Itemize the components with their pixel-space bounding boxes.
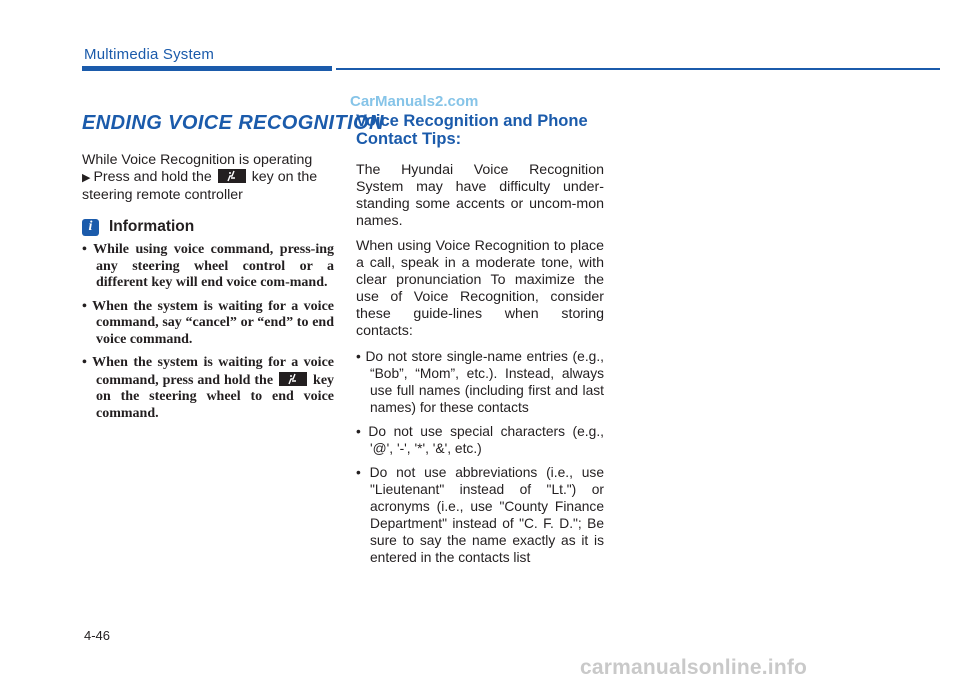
info-bullet-3-post: key on the steering wheel to end voice command. bbox=[96, 372, 335, 421]
voice-talk-key-icon bbox=[218, 169, 246, 183]
tips-bullet-2: • Do not use special characters (e.g., '@', '-', '*', '&', etc.) bbox=[356, 424, 604, 456]
info-bullet-3 bbox=[82, 355, 334, 422]
voice-talk-key-icon bbox=[279, 372, 307, 386]
left-column bbox=[82, 152, 334, 429]
info-icon: i bbox=[82, 219, 99, 236]
header-rule-thin bbox=[336, 68, 940, 70]
intro-line-3: steering remote controller bbox=[82, 187, 243, 203]
tips-bullet-3: • Do not use abbreviations (i.e., use "Lieutenant" instead of "Lt.") or acronyms (i.e., use "County Finance Department" instead of "C. F. D."; Be sure to say the name exactly as it is entered in the contacts list bbox=[356, 465, 604, 565]
info-bullet-3-pre: • When the system is waiting for a voice command, press and hold the bbox=[82, 355, 334, 388]
tips-bullet-1: • Do not store single-name entries (e.g., “Bob”, “Mom”, etc.). Instead, always use full names (including first and last names) for these contacts bbox=[356, 349, 604, 415]
info-bullet-2: • When the system is waiting for a voice command, say “cancel” or “end” to end voice command. bbox=[82, 298, 334, 347]
information-header bbox=[82, 218, 334, 236]
tips-paragraph-1: The Hyundai Voice Recognition System may have difficulty under-standing some accents or uncom-mon names. bbox=[356, 162, 604, 229]
intro-paragraph bbox=[82, 152, 334, 204]
information-title: Information bbox=[109, 218, 195, 235]
watermark-top: CarManuals2.com bbox=[350, 93, 479, 110]
intro-line-1: While Voice Recognition is operating bbox=[82, 152, 313, 168]
tips-paragraph-2: When using Voice Recognition to place a call, speak in a moderate tone, with clear pronunciation To maximize the use of Voice Recognition, consider these guide-lines when storing contacts: bbox=[356, 238, 604, 339]
tips-heading: Voice Recognition and Phone Contact Tips: bbox=[356, 112, 588, 148]
intro-line-2-post: key on the bbox=[251, 169, 318, 185]
arrow-right-icon: ▶ bbox=[82, 172, 91, 184]
page-number: 4-46 bbox=[84, 628, 111, 643]
header-rule-thick bbox=[82, 66, 332, 71]
header-title: Multimedia System bbox=[84, 46, 215, 63]
info-bullet-1: • While using voice command, press-ing any steering wheel control or a different key will end voice com-mand. bbox=[82, 242, 334, 290]
right-column bbox=[356, 112, 604, 573]
watermark-bottom: carmanualsonline.info bbox=[580, 656, 808, 679]
intro-line-2-pre: Press and hold the bbox=[93, 169, 212, 185]
section-title: ENDING VOICE RECOGNITION bbox=[82, 112, 384, 134]
